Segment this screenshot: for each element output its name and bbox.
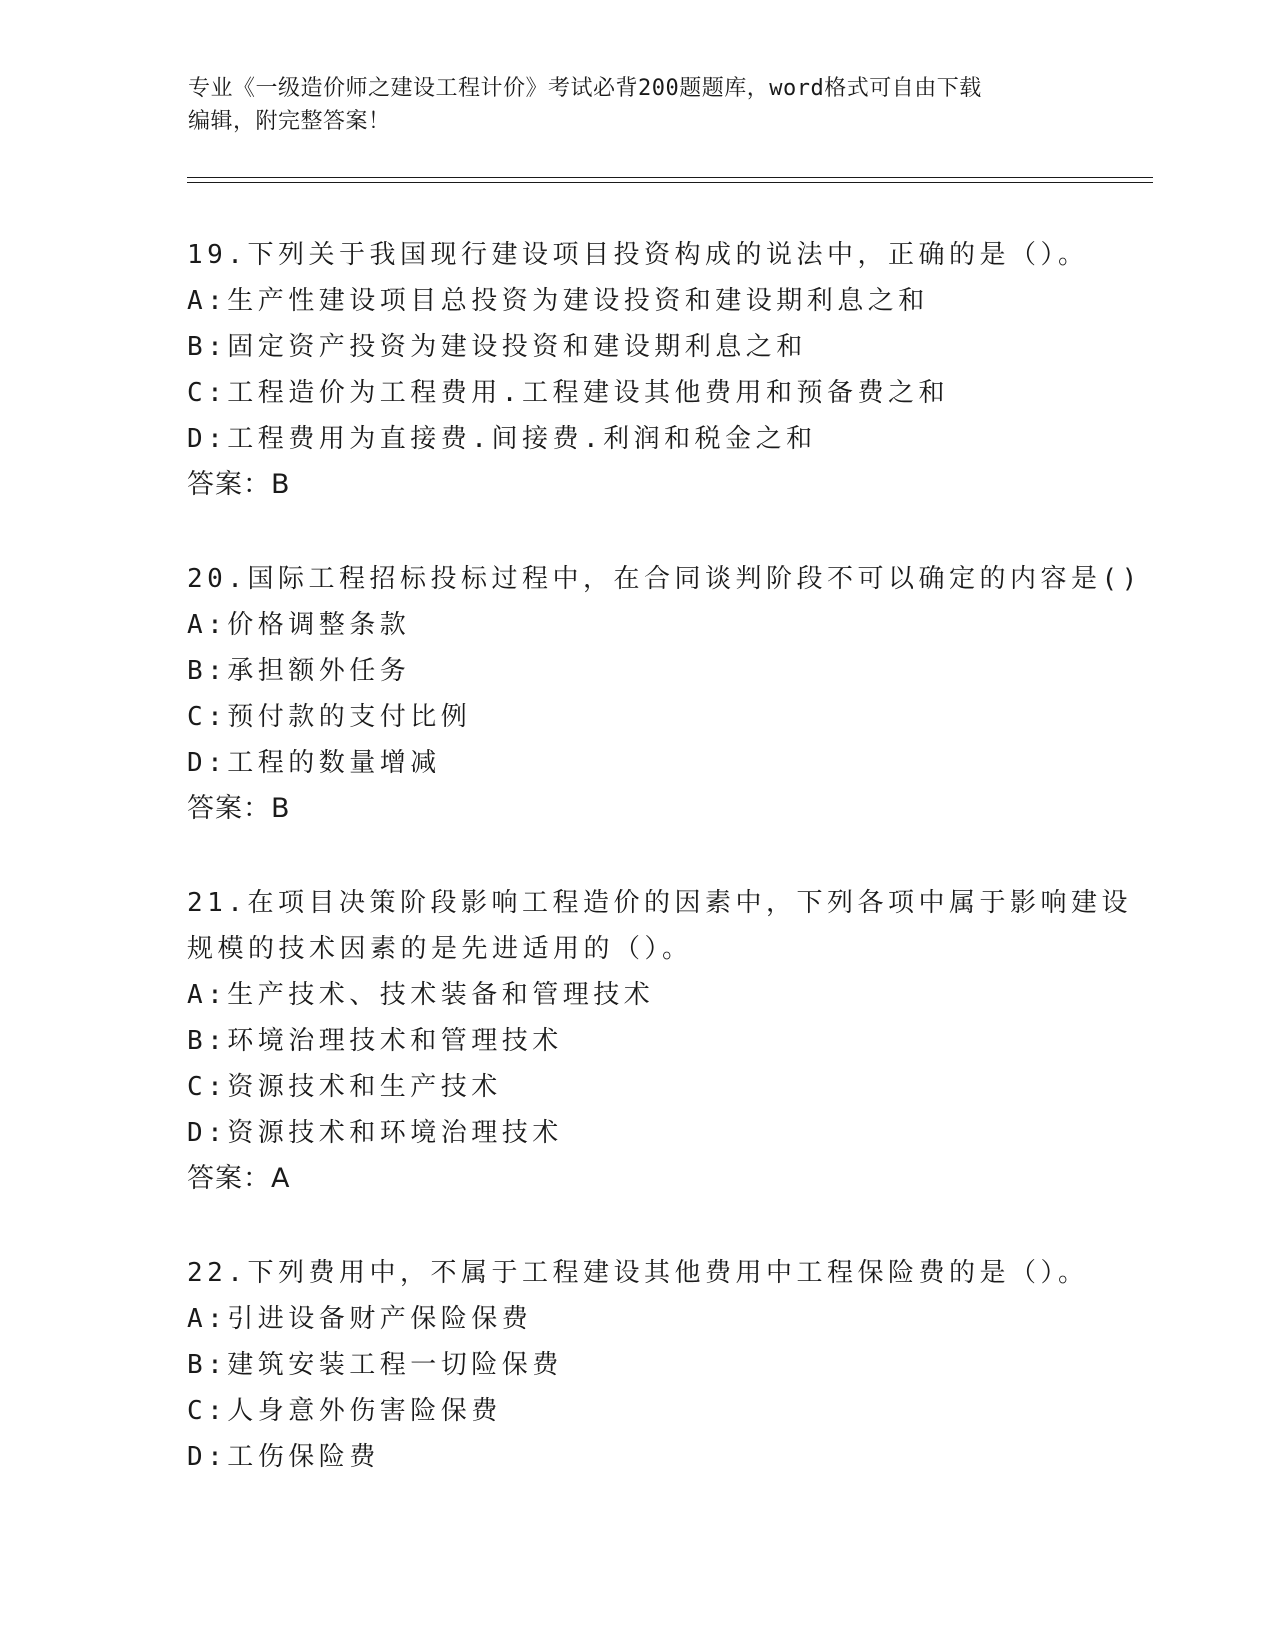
option-c: C:资源技术和生产技术 <box>187 1072 502 1102</box>
question-22 <box>187 1250 1087 1480</box>
option-c: C:人身意外伤害险保费 <box>187 1396 502 1426</box>
answer-label: 答案：B <box>187 793 291 824</box>
option-b: B:承担额外任务 <box>187 656 411 686</box>
header-divider-bottom <box>187 182 1153 183</box>
question-20 <box>187 556 1142 832</box>
answer-label: 答案：B <box>187 469 291 500</box>
option-b: B:固定资产投资为建设投资和建设期利息之和 <box>187 332 807 362</box>
header-line-1: 专业《一级造价师之建设工程计价》考试必背200题题库，word格式可自由下载 <box>188 76 982 101</box>
question-stem: 22.下列费用中，不属于工程建设其他费用中工程保险费的是（）。 <box>187 1258 1089 1288</box>
option-d: D:资源技术和环境治理技术 <box>187 1118 563 1148</box>
option-a: A:生产性建设项目总投资为建设投资和建设期利息之和 <box>187 286 929 316</box>
option-c: C:预付款的支付比例 <box>187 702 472 732</box>
option-d: D:工程费用为直接费.间接费.利润和税金之和 <box>187 424 817 454</box>
option-a: A:生产技术、技术装备和管理技术 <box>187 980 655 1010</box>
header-divider-top <box>187 177 1153 178</box>
option-a: A:价格调整条款 <box>187 610 411 640</box>
option-a: A:引进设备财产保险保费 <box>187 1304 533 1334</box>
option-b: B:环境治理技术和管理技术 <box>187 1026 563 1056</box>
question-stem-line-2: 规模的技术因素的是先进适用的（）。 <box>187 934 693 964</box>
question-stem: 19.下列关于我国现行建设项目投资构成的说法中，正确的是（）。 <box>187 240 1089 270</box>
question-21 <box>187 880 1132 1202</box>
question-list <box>187 232 1142 1528</box>
question-stem-line-1: 21.在项目决策阶段影响工程造价的因素中，下列各项中属于影响建设 <box>187 888 1132 918</box>
option-c: C:工程造价为工程费用.工程建设其他费用和预备费之和 <box>187 378 949 408</box>
option-d: D:工程的数量增减 <box>187 748 441 778</box>
document-header <box>188 72 1068 138</box>
option-b: B:建筑安装工程一切险保费 <box>187 1350 563 1380</box>
question-stem: 20.国际工程招标投标过程中，在合同谈判阶段不可以确定的内容是() <box>187 564 1142 594</box>
header-line-2: 编辑，附完整答案！ <box>188 109 391 134</box>
option-d: D:工伤保险费 <box>187 1442 380 1472</box>
question-19 <box>187 232 1087 508</box>
answer-label: 答案：A <box>187 1163 291 1194</box>
